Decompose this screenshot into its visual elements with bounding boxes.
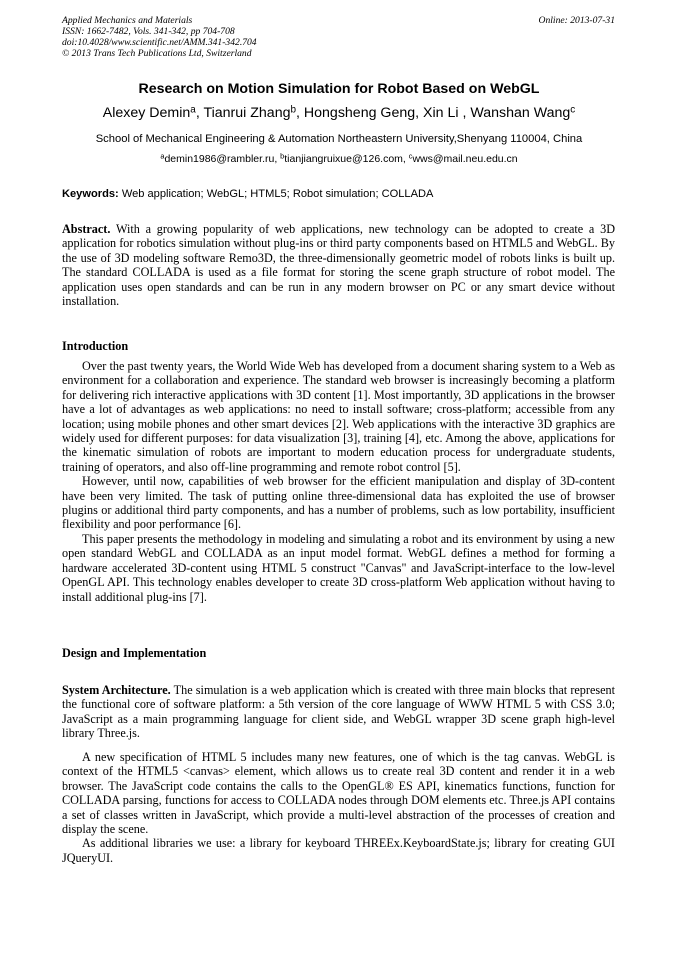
keywords [62,187,615,201]
email-superscript: a [160,151,165,161]
abstract-label: Abstract. [62,222,111,236]
introduction-paragraph: This paper presents the methodology in modeling and simulating a robot and its environment by using a new open standard WebGL and COLLADA as an input model format. WebGL defines a method for forming a hardware accelerated 3D-content using HTML 5 construct "Canvas" and JavaScript-interface to the low-level OpenGL API. This technology enables developer to create 3D cross-platform Web application without having to install additional plug-ins [7]. [62,531,615,604]
journal-name: Applied Mechanics and Materials [62,15,193,26]
email-superscript: c [408,151,413,161]
doi-line: doi:10.4028/www.scientific.net/AMM.341-342.704 [62,37,257,48]
author-list: Alexey Demin$^a$, Tianrui Zhang$^b$, Hongsheng Geng, Xin Li , Wanshan Wang$^c$ [102,104,576,121]
system-architecture [62,683,615,741]
author-superscript: b [290,104,297,116]
system-architecture-label: System Architecture. [62,683,171,697]
abstract [62,222,615,308]
copyright-line: © 2013 Trans Tech Publications Ltd, Switzerland [62,48,252,59]
keywords-label: Keywords: [62,188,119,200]
affiliation: School of Mechanical Engineering & Automation Northeastern University,Shenyang 110004, China [95,133,583,145]
email-address: wws@mail.neu.edu.cn [412,153,518,165]
paper-title: Research on Motion Simulation for Robot Based on WebGL [138,81,540,97]
introduction-heading: Introduction [62,339,129,353]
design-paragraph: As additional libraries we use: a library for keyboard THREEx.KeyboardState.js; library for creating GUI JQueryUI. [62,836,615,865]
design-heading: Design and Implementation [62,646,207,660]
author-name: Tianrui Zhang [203,105,291,121]
author-name: Hongsheng Geng [303,105,416,121]
email-address: tianjiangruixue@126.com [284,153,403,165]
design-paragraph: A new specification of HTML 5 includes many new features, one of which is the tag canvas. WebGL is context of the HTML5 <canvas> element, which allows us to create real 3D content and render it in a web browser. The JavaScript code contains the calls to the OpenGL® ES API, kinematics functions, function for COLLADA parsing, functions for access to COLLADA nodes through DOM elements etc. Three.js API contains a set of classes written in JavaScript, which provide a multi-level abstraction of the processes of creation and display the scene. [62,750,615,837]
author-name: Xin Li [423,105,459,121]
author-name: Wanshan Wang [470,105,571,121]
author-name: Alexey Demin [102,105,191,121]
email-superscript: b [280,151,285,161]
author-superscript: a [190,104,196,116]
issn-line: ISSN: 1662-7482, Vols. 341-342, pp 704-708 [62,26,235,37]
introduction-paragraph: Over the past twenty years, the World Wide Web has developed from a document sharing system to a Web as environment for a collaboration and experience. The standard web browser is increasingly becoming a platform for delivering rich interactive applications with 3D content [1]. Most importantly, 3D applications in the browser have a lot of advantages as web applications: no need to install software; cross-platform; accessible from any location; using mobile phones and other smart devices [2]. Web applications with the interactive 3D graphics are widely used for different purposes: for data visualization [3], training [4], etc. Among the above, applications for the kinematic simulation of robots are important to modern education process for undergraduate students, training of operators, and also off-line programming and remote robot control [5]. [62,359,615,474]
online-date: Online: 2013-07-31 [538,15,615,26]
email-list: $^a$demin1986@rambler.ru, $^b$tianjiangruixue@126.com, $^c$wws@mail.neu.edu.cn [160,151,518,165]
design-body [62,750,615,865]
email-address: demin1986@rambler.ru [164,153,275,165]
author-superscript: c [570,104,576,116]
abstract-text: With a growing popularity of web applications, new technology can be adopted to create a 3D application for robotics simulation without plug-ins or third party components based on HTML5 and WebGL. By the use of 3D modeling software Remo3D, the three-dimensionally geometric model of robots links is built up. The standard COLLADA is used as a file format for storing the scene graph structure of robot model. The application uses open standards and can be run in any modern browser on PC or any smart device without installation. [62,222,615,309]
keywords-text: Web application; WebGL; HTML5; Robot simulation; COLLADA [121,188,434,200]
introduction-paragraph: However, until now, capabilities of web browser for the efficient manipulation and display of 3D-content have been very limited. The task of putting online three-dimensional data has exploited the use of browser plugins or additional third party components, and has a number of problems, such as low portability, insufficient flexibility and poor performance [6]. [62,474,615,532]
journal-header [62,15,615,59]
introduction-body [62,359,615,604]
system-architecture-text: The simulation is a web application which is created with three main blocks that represent the functional core of software platform: a 5th version of the core language of WWW HTML 5 with CSS 3.0; JavaScript as a main programming language for client side, and WebGL wrapper 3D scene graph high-level library Three.js. [62,683,616,741]
